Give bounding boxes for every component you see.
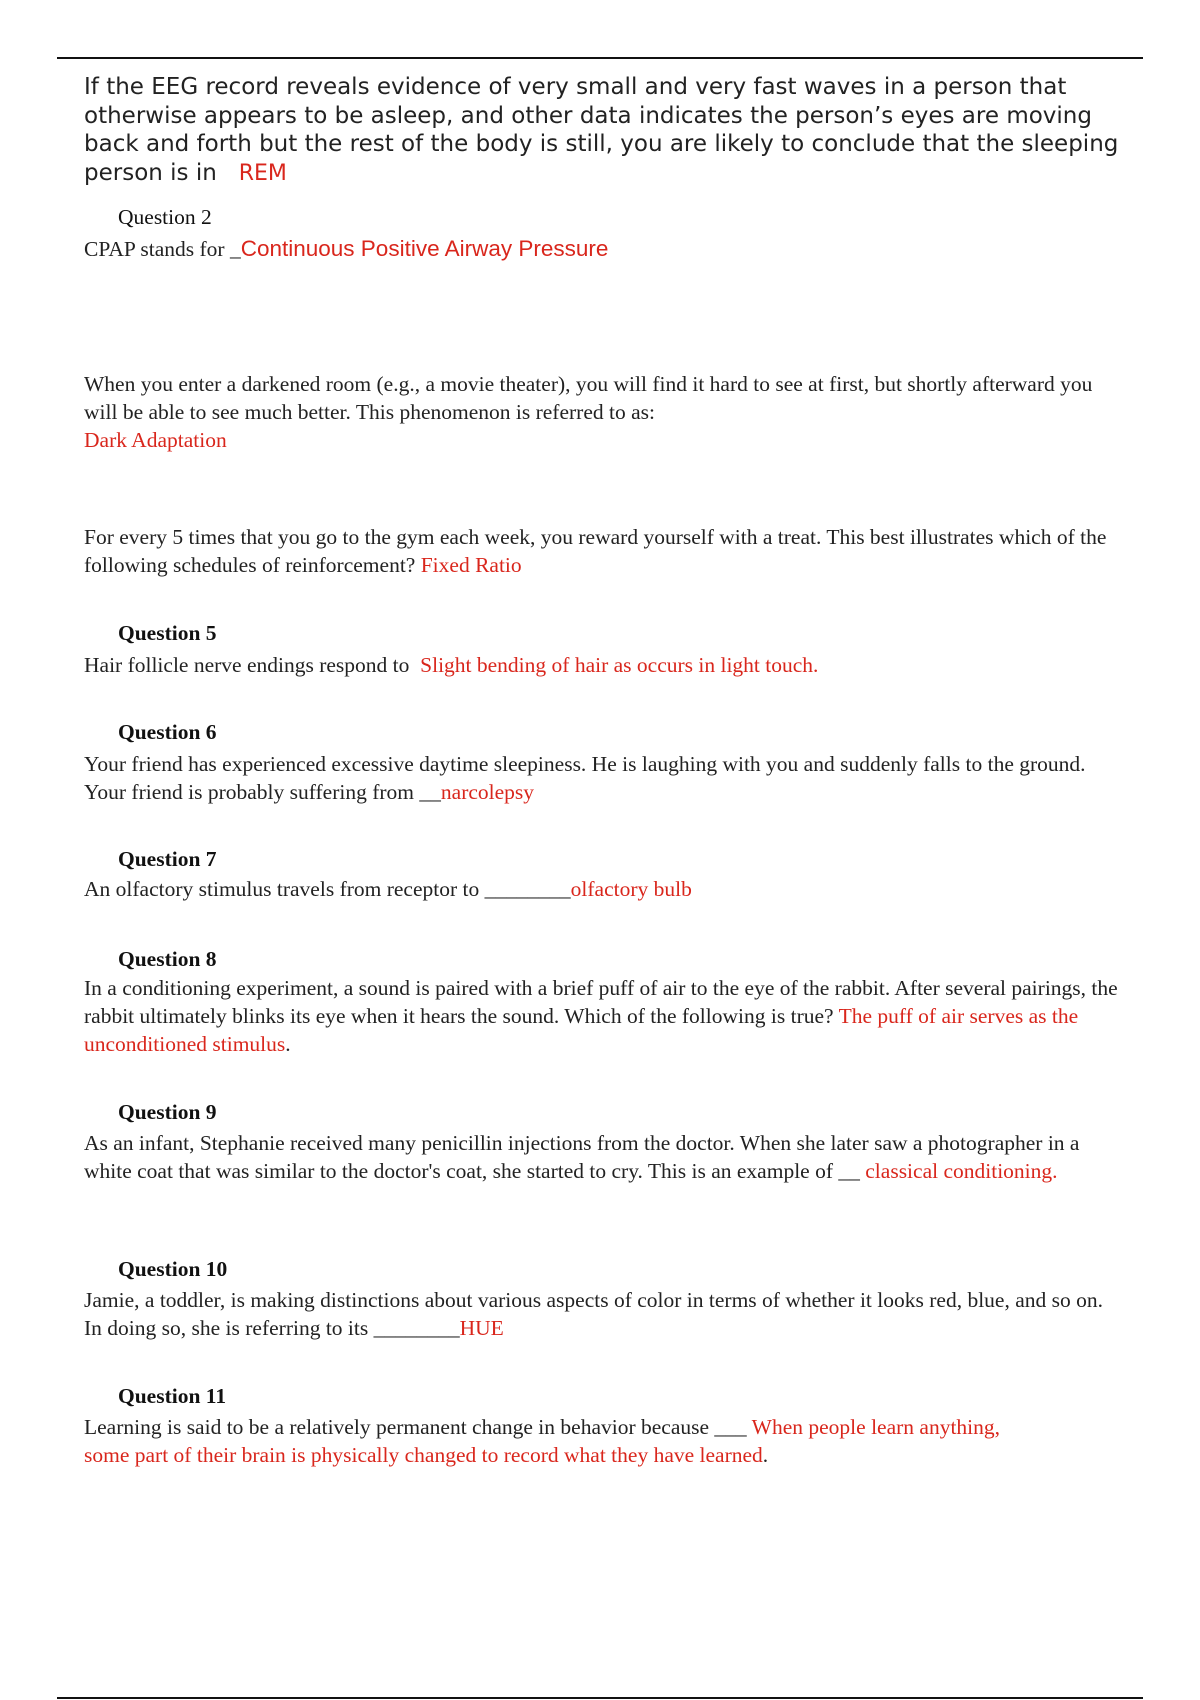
question-text: Your friend has experienced excessive daytime sleepiness. He is laughing with you and suddenly falls to the ground. Your friend is probably suffering from __ <box>84 752 1086 804</box>
answer-text: narcolepsy <box>440 780 535 804</box>
question-7-heading: Question 7 <box>118 847 217 871</box>
question-9-heading: Question 9 <box>118 1100 217 1124</box>
answer-suffix: . <box>285 1032 291 1056</box>
answer-text: When people learn anything, some part of their brain is physically changed to record what they have learned <box>84 1415 1001 1467</box>
question-text: An olfactory stimulus travels from receptor to ________ <box>84 877 571 901</box>
question-text: If the EEG record reveals evidence of very small and very fast waves in a person that otherwise appears to be asleep, and other data indicates the person’s eyes are moving back and forth but the rest of the body is still, you are likely to conclude that the sleeping person is in <box>84 74 1119 186</box>
answer-text: Dark Adaptation <box>84 428 227 452</box>
question-text: Jamie, a toddler, is making distinctions about various aspects of color in terms of whether it looks red, blue, and so on. In doing so, she is referring to its ________ <box>84 1288 1103 1340</box>
answer-text: The puff of air serves as the unconditioned stimulus <box>84 1004 1079 1056</box>
question-10-heading: Question 10 <box>118 1257 228 1281</box>
question-text: As an infant, Stephanie received many penicillin injections from the doctor. When she later saw a photographer in a white coat that was similar to the doctor's coat, she started to cry. This is an example of __ <box>84 1131 1080 1183</box>
question-9 <box>84 1129 1124 1185</box>
answer-text: Slight bending of hair as occurs in light touch. <box>420 653 819 677</box>
question-text: For every 5 times that you go to the gym each week, you reward yourself with a treat. This best illustrates which of the following schedules of reinforcement? <box>84 525 1107 577</box>
question-6 <box>84 750 1124 806</box>
question-11-heading: Question 11 <box>118 1384 227 1408</box>
question-8 <box>84 974 1124 1058</box>
answer-text: HUE <box>459 1316 504 1340</box>
question-5 <box>84 651 1124 679</box>
top-rule <box>57 57 1143 59</box>
question-text: CPAP stands for _ <box>84 237 241 261</box>
answer-text: Continuous Positive Airway Pressure <box>240 236 609 261</box>
question-8-heading: Question 8 <box>118 947 217 971</box>
bottom-rule <box>57 1697 1143 1699</box>
answer-text: REM <box>238 160 287 186</box>
answer-suffix: . <box>762 1443 769 1467</box>
question-11 <box>84 1413 1044 1469</box>
answer-text: olfactory bulb <box>570 877 692 901</box>
question-text: When you enter a darkened room (e.g., a movie theater), you will find it hard to see at first, but shortly afterward you will be able to see much better. This phenomenon is referred to as: <box>84 372 1093 424</box>
question-4 <box>84 523 1124 579</box>
answer-text: Fixed Ratio <box>420 553 522 577</box>
question-2 <box>84 235 1124 263</box>
question-6-heading: Question 6 <box>118 720 217 744</box>
question-text: Learning is said to be a relatively permanent change in behavior because ___ <box>84 1415 747 1439</box>
question-3 <box>84 370 1124 454</box>
question-7 <box>84 875 1124 903</box>
question-text: Hair follicle nerve endings respond to <box>84 653 410 677</box>
question-text: In a conditioning experiment, a sound is paired with a brief puff of air to the eye of the rabbit. After several pairings, the rabbit ultimately blinks its eye when it hears the sound. Which of the following is true? <box>84 976 1118 1028</box>
question-10 <box>84 1286 1124 1342</box>
question-5-heading: Question 5 <box>118 621 217 645</box>
question-2-heading: Question 2 <box>118 205 212 229</box>
answer-text: classical conditioning. <box>865 1159 1058 1183</box>
question-1 <box>84 73 1124 188</box>
